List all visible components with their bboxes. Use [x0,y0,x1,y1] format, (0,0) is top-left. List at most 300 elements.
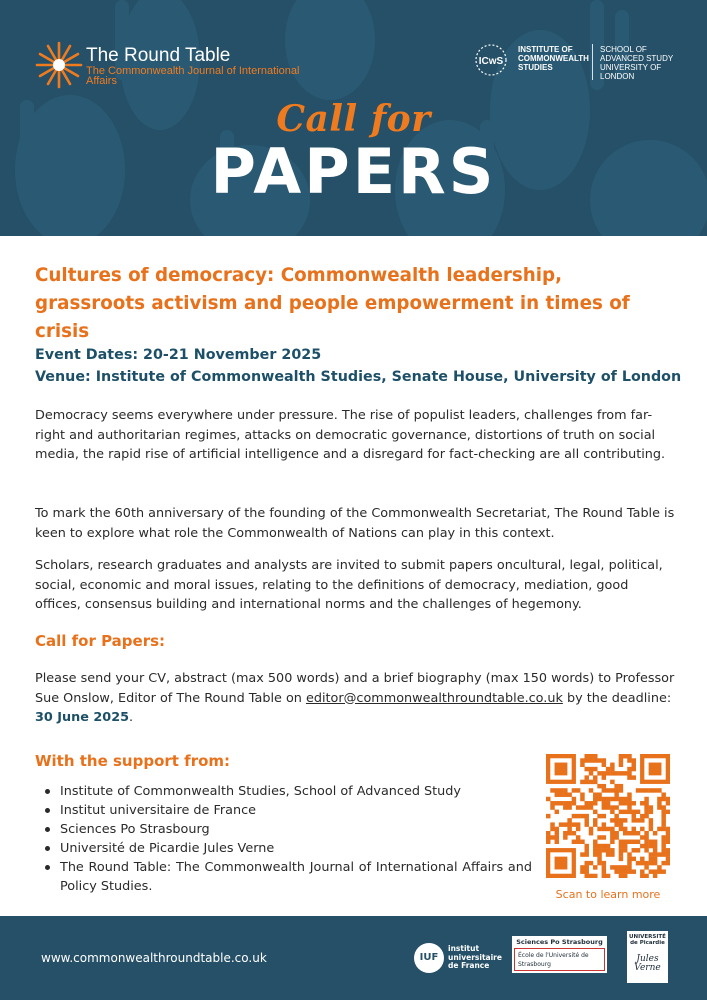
qr-module [661,797,665,801]
qr-module [649,810,653,814]
qr-module [602,874,606,878]
qr-module [602,822,606,826]
qr-module [610,848,614,852]
qr-module [632,758,636,762]
round-table-sunburst-icon [34,40,84,90]
qr-module [610,840,614,844]
qr-module [550,835,554,839]
qr-module [661,827,665,831]
qr-module [606,874,610,878]
qr-module [644,865,648,869]
spo-sub: École de l'Université de Strasbourg [514,948,605,971]
qr-module [597,857,601,861]
qr-module [661,814,665,818]
qr-module [584,844,588,848]
editor-email-link[interactable]: editor@commonwealthroundtable.co.uk [305,690,563,706]
qr-module [644,810,648,814]
qr-module [550,801,554,805]
qr-module [593,797,597,801]
support-item: Sciences Po Strasbourg [60,820,532,839]
qr-module [602,865,606,869]
qr-module [584,852,588,856]
qr-module [666,861,670,865]
qr-module [632,814,636,818]
qr-module [623,844,627,848]
qr-module [661,835,665,839]
qr-module [602,835,606,839]
qr-module [649,852,653,856]
qr-module [584,869,588,873]
qr-module [649,844,653,848]
qr-module [593,874,597,878]
qr-module [555,792,559,796]
qr-module [661,792,665,796]
qr-module [550,788,554,792]
qr-module [606,767,610,771]
qr-module [640,869,644,873]
qr-module [623,810,627,814]
qr-module [627,758,631,762]
qr-module [610,831,614,835]
qr-module [546,831,550,835]
qr-module [584,818,588,822]
qr-module [657,805,661,809]
qr-module [550,805,554,809]
qr-module [661,818,665,822]
qr-module [657,852,661,856]
qr-module [640,857,644,861]
qr-module [567,822,571,826]
qr-module [602,805,606,809]
qr-module [614,784,618,788]
qr-module [606,797,610,801]
qr-module [555,810,559,814]
qr-module [640,827,644,831]
qr-module [589,754,593,758]
qr-module [640,835,644,839]
qr-module [623,754,627,758]
support-list [60,782,532,896]
qr-module [623,771,627,775]
qr-module [644,797,648,801]
support-item: Institute of Commonwealth Studies, School of Advanced Study [60,782,532,801]
qr-module [610,852,614,856]
qr-module [619,844,623,848]
qr-module [627,865,631,869]
qr-module [619,840,623,844]
qr-module [666,848,670,852]
qr-module [546,835,550,839]
qr-module [593,852,597,856]
footer-bar [0,916,707,1000]
qr-module [597,758,601,762]
qr-module [610,818,614,822]
qr-module [610,763,614,767]
qr-module [597,861,601,865]
qr-module [627,775,631,779]
qr-module [653,861,657,865]
qr-module [636,861,640,865]
qr-module [606,805,610,809]
upjv-logo [627,931,668,983]
qr-module [619,758,623,762]
intro-paragraph: Democracy seems everywhere under pressure. The rise of populist leaders, challenges from far-right and authoritarian regimes, attacks on democratic governance, distortions of truth on social media, the rapid rise of artificial intelligence and a disregard for fact-checking are all contributing. [35,408,666,462]
ics-logo-icon [475,44,515,76]
qr-module [589,801,593,805]
qr-module [644,814,648,818]
qr-module [550,827,554,831]
qr-module [661,805,665,809]
qr-module [584,754,588,758]
qr-module [619,763,623,767]
qr-module [666,835,670,839]
qr-module [619,827,623,831]
qr-module [597,844,601,848]
qr-module [580,792,584,796]
qr-module [627,801,631,805]
qr-module [610,835,614,839]
qr-module [580,814,584,818]
qr-module [644,844,648,848]
qr-module [614,869,618,873]
qr-module [567,818,571,822]
qr-module [627,840,631,844]
qr-module [649,857,653,861]
qr-module [606,827,610,831]
qr-code[interactable] [546,754,670,878]
website-link[interactable]: www.commonwealthroundtable.co.uk [41,951,267,965]
qr-module [619,788,623,792]
logo-divider [592,44,593,80]
qr-module [597,835,601,839]
qr-module [644,861,648,865]
journal-name: The Round Table [86,45,231,66]
qr-module [589,874,593,878]
qr-module [627,831,631,835]
qr-module [636,818,640,822]
qr-module [602,775,606,779]
qr-module [627,869,631,873]
qr-module [546,797,550,801]
qr-module [619,784,623,788]
qr-module [627,754,631,758]
qr-module [593,758,597,762]
qr-module [619,822,623,826]
qr-module [555,840,559,844]
spo-name: Sciences Po Strasbourg [516,938,603,946]
qr-module [602,788,606,792]
qr-module [597,797,601,801]
deadline-prefix: by the deadline: [562,690,672,706]
qr-module [572,801,576,805]
qr-module [614,797,618,801]
call-for-script-heading: Call for [276,98,431,140]
qr-module [593,822,597,826]
qr-module [632,810,636,814]
qr-module [619,857,623,861]
qr-module [589,758,593,762]
qr-module [593,792,597,796]
qr-module [649,827,653,831]
support-item: The Round Table: The Commonwealth Journal of International Affairs and Policy Studies. [60,860,532,894]
qr-module [666,852,670,856]
qr-module [610,797,614,801]
qr-module [576,814,580,818]
qr-module [623,827,627,831]
qr-module [589,767,593,771]
qr-module [610,805,614,809]
qr-module [632,818,636,822]
qr-module [593,844,597,848]
qr-module [640,801,644,805]
qr-module [653,869,657,873]
qr-module [555,831,559,835]
qr-module [632,775,636,779]
qr-module [584,865,588,869]
qr-module [653,840,657,844]
qr-module [567,831,571,835]
qr-module [619,848,623,852]
qr-module [619,865,623,869]
qr-module [653,844,657,848]
qr-module [619,869,623,873]
qr-module [567,827,571,831]
qr-module [627,797,631,801]
event-meta [35,344,685,388]
qr-module [602,801,606,805]
qr-module [623,869,627,873]
qr-module [602,784,606,788]
qr-module [602,758,606,762]
qr-module [632,857,636,861]
qr-module [606,771,610,775]
qr-module [619,797,623,801]
qr-module [589,805,593,809]
qr-module [640,874,644,878]
qr-module [640,844,644,848]
qr-module [619,771,623,775]
qr-module [576,827,580,831]
qr-module [597,792,601,796]
qr-module [644,874,648,878]
qr-module [589,861,593,865]
qr-module [567,801,571,805]
qr-module [606,844,610,848]
qr-module [580,758,584,762]
qr-module [589,771,593,775]
qr-module [632,831,636,835]
qr-module [610,827,614,831]
qr-module [649,788,653,792]
qr-module [661,840,665,844]
qr-module [636,810,640,814]
qr-module [602,869,606,873]
qr-module [632,767,636,771]
qr-module [546,840,550,844]
qr-module [602,827,606,831]
qr-module [593,775,597,779]
submission-paragraph [35,669,685,728]
qr-module [644,835,648,839]
qr-module [563,792,567,796]
qr-module [661,810,665,814]
qr-module [559,792,563,796]
qr-module [559,801,563,805]
ics-name: INSTITUTE OF COMMONWEALTH STUDIES [518,45,589,72]
qr-module [602,763,606,767]
papers-heading: PAPERS [210,135,497,208]
qr-module [644,801,648,805]
qr-module [636,788,640,792]
qr-module [555,827,559,831]
qr-module [606,852,610,856]
qr-module [589,831,593,835]
qr-module [627,810,631,814]
qr-module [584,801,588,805]
upjv-signature: Jules Verne [634,954,661,973]
call-for-papers-heading: Call for Papers: [35,632,166,650]
qr-module [653,857,657,861]
qr-module [593,754,597,758]
qr-module [580,869,584,873]
qr-module [580,763,584,767]
qr-module [619,754,623,758]
qr-module [584,848,588,852]
anniversary-paragraph: To mark the 60th anniversary of the founding of the Commonwealth Secretariat, The Round Table is keen to explore what role the Commonwealth of Nations can play in this context. [35,506,675,541]
qr-module [563,831,567,835]
qr-module [632,827,636,831]
qr-module [580,865,584,869]
qr-module [657,801,661,805]
qr-module [666,797,670,801]
qr-module [649,840,653,844]
qr-module [610,771,614,775]
qr-module [563,805,567,809]
qr-module [632,763,636,767]
qr-module [606,801,610,805]
qr-module [593,818,597,822]
qr-module [657,869,661,873]
qr-module [559,788,563,792]
qr-module [644,831,648,835]
qr-module [567,805,571,809]
deadline-date: 30 June 2025 [35,710,129,725]
qr-module [610,865,614,869]
journal-subtitle: The Commonwealth Journal of International Affairs [86,65,300,87]
qr-module [627,792,631,796]
qr-module [627,767,631,771]
qr-module [593,848,597,852]
qr-module [593,840,597,844]
qr-module [584,758,588,762]
qr-module [593,767,597,771]
qr-module [597,784,601,788]
qr-module [666,840,670,844]
qr-module [614,831,618,835]
qr-module [580,840,584,844]
qr-module [593,801,597,805]
qr-module [627,861,631,865]
qr-module [657,797,661,801]
qr-module [666,831,670,835]
qr-module [632,840,636,844]
qr-module [623,865,627,869]
qr-module [602,848,606,852]
qr-module [627,852,631,856]
qr-module [589,788,593,792]
qr-module [580,805,584,809]
qr-module [584,861,588,865]
qr-module [576,805,580,809]
qr-module [661,852,665,856]
qr-module [666,810,670,814]
qr-module [584,874,588,878]
qr-module [640,861,644,865]
qr-module [653,788,657,792]
qr-module [640,788,644,792]
header-banner [0,0,707,236]
qr-module [572,831,576,835]
qr-module [649,805,653,809]
qr-module [576,788,580,792]
qr-module [614,865,618,869]
qr-module [584,767,588,771]
support-item: Université de Picardie Jules Verne [60,839,532,858]
qr-module [597,827,601,831]
qr-module [555,788,559,792]
qr-module [567,792,571,796]
deadline-suffix: . [129,710,134,725]
qr-module [636,831,640,835]
qr-module [644,788,648,792]
qr-module [653,874,657,878]
sciences-po-logo [512,936,607,973]
qr-module [584,814,588,818]
qr-module [555,835,559,839]
qr-module [559,822,563,826]
qr-module [555,857,568,870]
qr-module [614,792,618,796]
qr-module [563,822,567,826]
event-dates: Event Dates: 20-21 November 2025 [35,347,322,363]
qr-module [657,865,661,869]
qr-module [614,805,618,809]
qr-module [644,848,648,852]
qr-module [597,771,601,775]
qr-module [580,852,584,856]
event-title: Cultures of democracy: Commonwealth leadership, grassroots activism and people empowerment in times of crisis [35,265,630,342]
qr-module [619,874,623,878]
qr-module [623,848,627,852]
qr-module [623,840,627,844]
upjv-name: UNIVERSITÉ de Picardie [629,934,666,946]
event-venue: Venue: Institute of Commonwealth Studies, Senate House, University of London [35,369,682,385]
qr-module [657,827,661,831]
qr-module [653,848,657,852]
qr-module [623,831,627,835]
qr-module [614,814,618,818]
qr-module [610,767,614,771]
qr-module [602,814,606,818]
qr-module [572,788,576,792]
qr-module [640,814,644,818]
qr-module [627,771,631,775]
qr-module [584,775,588,779]
qr-module [632,869,636,873]
qr-module [649,822,653,826]
qr-module [614,818,618,822]
qr-module [627,857,631,861]
